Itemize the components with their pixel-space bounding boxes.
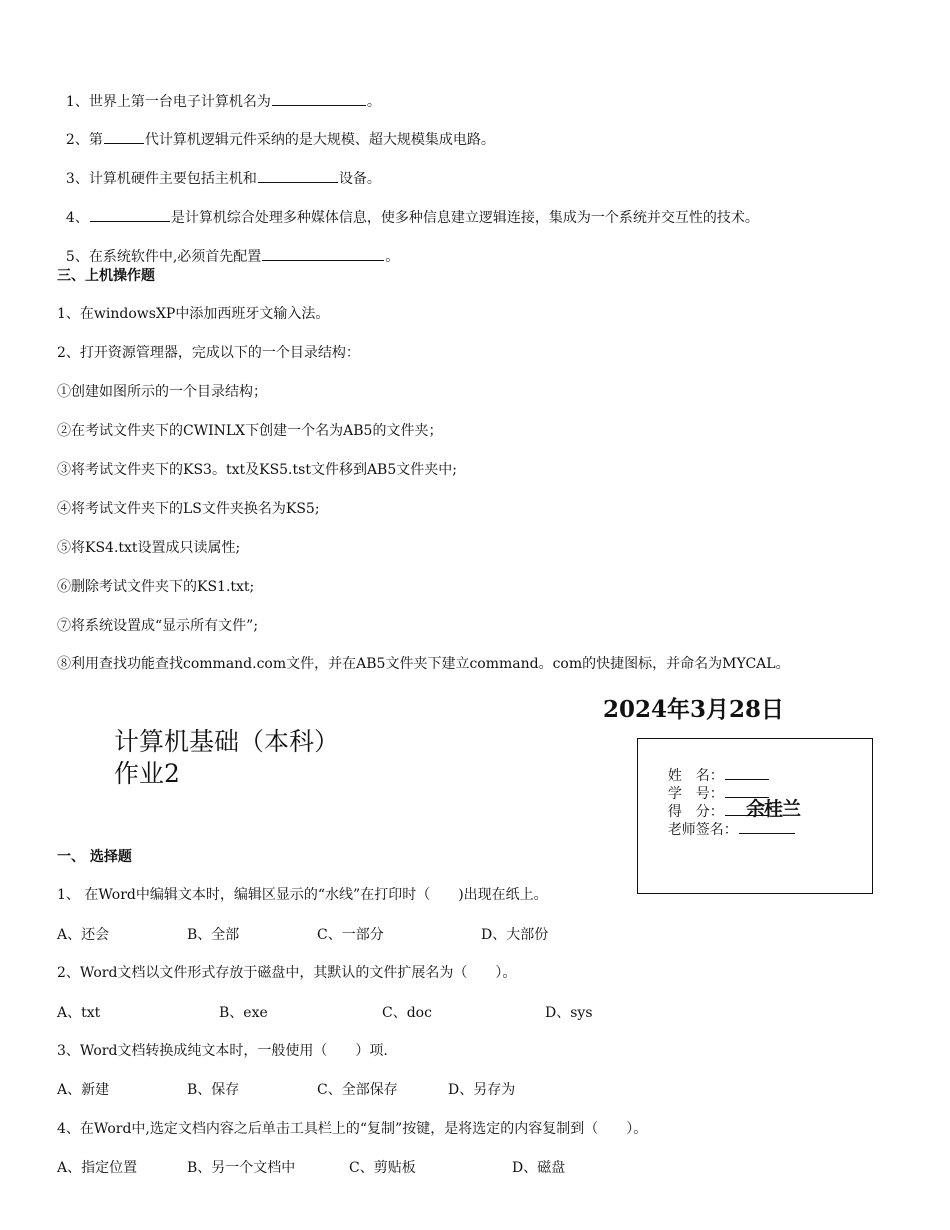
question-3: 3、Word文档转换成纯文本时，一般使用（ ）项. <box>57 1043 388 1059</box>
fill-in-item-2 <box>57 111 495 149</box>
question-3-option-a: A、新建 <box>57 1082 110 1098</box>
operation-step: ⑥删除考试文件夹下的KS1.txt; <box>57 579 255 595</box>
operation-step: ③将考试文件夹下的KS3。txt及KS5.tst文件移到AB5文件夹中; <box>57 462 457 478</box>
item-number: 3、 <box>65 171 89 187</box>
question-2-option-a: A、txt <box>57 1005 101 1021</box>
operation-item: 1、在windowsXP中添加西班牙文输入法。 <box>57 306 330 322</box>
fill-in-item-4 <box>57 189 759 227</box>
question-2-option-c: C、doc <box>382 1005 432 1021</box>
section-heading-operations: 三、上机操作题 <box>57 268 155 284</box>
question-4: 4、在Word中,选定文档内容之后单击工具栏上的“复制”按键，是将选定的内容复制到（ ）。 <box>57 1121 648 1137</box>
answer-blank <box>262 246 384 261</box>
operation-step: ⑦将系统设置成“显示所有文件”; <box>57 618 259 634</box>
item-number: 2、 <box>65 132 89 148</box>
item-text: 计算机硬件主要包括主机和 <box>88 171 257 187</box>
operation-step: ⑧利用查找功能查找command.com文件，并在AB5文件夹下建立command。com的快捷图标，并命名为MYCAL。 <box>57 656 790 672</box>
question-3-option-c: C、全部保存 <box>317 1082 398 1098</box>
item-text: 代计算机逻辑元件采纳的是大规模、超大规模集成电路。 <box>144 132 495 148</box>
teacher-signature-label: 老师签名： <box>667 822 738 838</box>
operation-step: ④将考试文件夹下的LS文件夹换名为KS5; <box>57 501 320 517</box>
operation-item: 2、打开资源管理器，完成以下的一个目录结构： <box>57 345 360 361</box>
question-2: 2、Word文档以文件形式存放于磁盘中，其默认的文件扩展名为（ ）。 <box>57 965 517 981</box>
item-text: 第 <box>88 132 103 148</box>
student-id-label: 学 号： <box>667 786 724 802</box>
answer-blank <box>104 129 144 144</box>
question-4-option-a: A、指定位置 <box>57 1160 138 1176</box>
question-2-option-b: B、exe <box>219 1005 268 1021</box>
question-4-option-c: C、剪贴板 <box>349 1160 416 1176</box>
question-4-option-b: B、另一个文档中 <box>187 1160 296 1176</box>
section-heading-choice: 一、 选择题 <box>57 849 132 865</box>
operation-step: ⑤将KS4.txt设置成只读属性; <box>57 540 241 556</box>
question-1-option-c: C、一部分 <box>317 927 384 943</box>
item-text: 。 <box>366 94 381 110</box>
assignment-date: 2024年3月28日 <box>603 696 785 723</box>
assignment-title: 作业2 <box>114 759 180 788</box>
operation-step: ②在考试文件夹下的CWINLX下创建一个名为AB5的文件夹； <box>57 423 443 439</box>
operation-step: ①创建如图所示的一个目录结构； <box>57 384 267 400</box>
answer-blank <box>258 168 338 183</box>
question-2-option-d: D、sys <box>545 1005 593 1021</box>
course-title: 计算机基础（本科） <box>114 727 340 756</box>
item-text: 世界上第一台电子计算机名为 <box>88 94 271 110</box>
question-3-option-b: B、保存 <box>187 1082 240 1098</box>
question-3-option-d: D、另存为 <box>448 1082 516 1098</box>
question-4-option-d: D、磁盘 <box>512 1160 566 1176</box>
question-1-option-b: B、全部 <box>187 927 240 943</box>
student-info-box <box>637 738 873 894</box>
name-label: 姓 名： <box>667 768 724 784</box>
item-text: 在系统软件中,必须首先配置 <box>88 249 262 265</box>
item-number: 1、 <box>65 94 89 110</box>
score-label: 得 分： <box>667 804 724 820</box>
question-1-option-a: A、还会 <box>57 927 110 943</box>
fill-in-item-5 <box>57 228 399 266</box>
item-number: 4、 <box>65 210 89 226</box>
teacher-signature: 余桂兰 <box>746 798 801 820</box>
question-1: 1、 在Word中编辑文本时，编辑区显示的“水线”在打印时（ )出现在纸上。 <box>57 887 548 903</box>
signature-blank <box>739 819 795 834</box>
item-number: 5、 <box>65 249 89 265</box>
answer-blank <box>90 207 170 222</box>
question-1-option-d: D、大部份 <box>481 927 549 943</box>
answer-blank <box>272 91 366 106</box>
item-text: 设备。 <box>338 171 381 187</box>
fill-in-item-3 <box>57 150 381 188</box>
fill-in-item-1 <box>57 73 381 111</box>
item-text: 。 <box>385 249 400 265</box>
item-text: 是计算机综合处理多种媒体信息，使多种信息建立逻辑连接，集成为一个系统并交互性的技术。 <box>170 210 759 226</box>
